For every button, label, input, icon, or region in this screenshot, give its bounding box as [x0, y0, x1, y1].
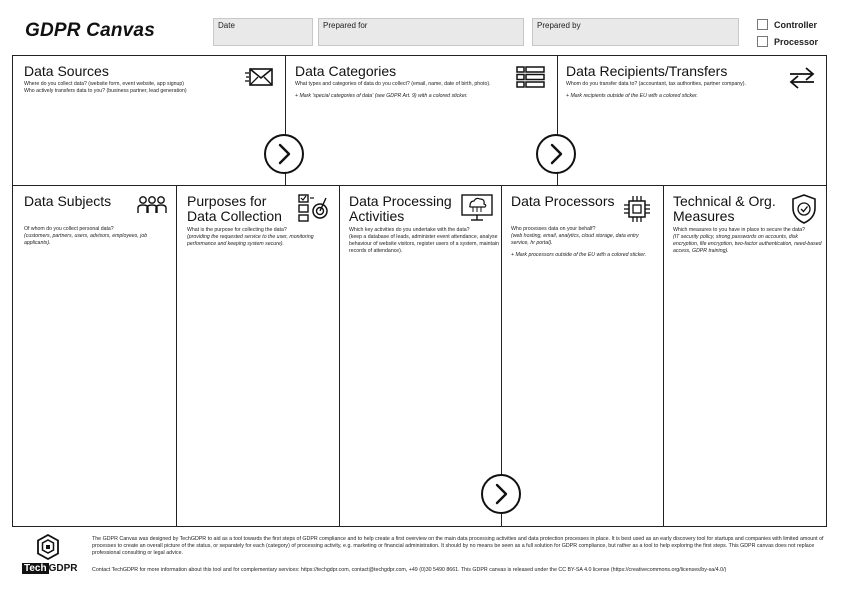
purposes-desc-2: (providing the requested service to the user, monitoring performance and keeping system secure). [187, 234, 314, 247]
purposes-desc [187, 227, 327, 248]
flow-arrow-1 [264, 134, 304, 174]
controller-checkbox[interactable] [757, 19, 768, 30]
processing-desc [349, 227, 499, 255]
divider-bottom-2 [339, 185, 340, 526]
data-categories-desc: What types and categories of data do you collect? (email, name, date of birth, photo). [295, 81, 491, 87]
data-recipients-section[interactable] [566, 64, 781, 100]
data-sources-section[interactable] [24, 64, 239, 95]
chevron-right-circle-icon [483, 476, 519, 512]
techgdpr-logo-icon [37, 534, 59, 560]
data-recipients-title: Data Recipients/Transfers [566, 63, 728, 79]
data-categories-note: + Mark 'special categories of data' (see GDPR Art. 9) with a colored sticker. [295, 93, 468, 99]
chevron-right-circle-icon [266, 136, 302, 172]
techgdpr-logo [22, 563, 78, 574]
prepared-by-field[interactable] [532, 18, 739, 46]
measures-desc-1: Which measures to you have in place to secure the data? [673, 227, 806, 233]
processing-desc-2: (keep a database of leads, administer event attendance, analyse behaviour of website visitors, register users of a system, maintain records of attendance). [349, 234, 499, 254]
target-checklist-icon [298, 194, 328, 222]
shield-check-icon [791, 194, 817, 224]
cloud-computer-icon [461, 194, 493, 222]
data-subjects-desc-2: (customers, partners, users, advisors, employees, job applicants). [24, 233, 148, 246]
processors-note: + Mark processors outside of the EU with a colored sticker. [511, 252, 647, 258]
processors-desc-1: Who processes data on your behalf? [511, 226, 596, 232]
data-subjects-desc [24, 226, 172, 247]
transfer-arrows-icon [787, 66, 817, 90]
divider-bottom-4 [663, 185, 664, 526]
people-icon [137, 194, 167, 216]
processor-label: Processor [774, 37, 819, 47]
measures-title-2: Measures [673, 208, 735, 224]
data-sources-desc [24, 81, 239, 95]
data-recipients-desc: Whom do you transfer data to? (accountant, tax authorities, partner company). [566, 81, 746, 87]
date-label: Date [218, 21, 235, 30]
processors-title: Data Processors [511, 193, 615, 209]
purposes-desc-1: What is the purpose for collecting the data? [187, 227, 287, 233]
data-categories-section[interactable] [295, 64, 510, 100]
logo-tech: Tech [24, 563, 47, 574]
canvas-title: GDPR Canvas [25, 20, 155, 41]
processor-checkbox[interactable] [757, 36, 768, 47]
footer-description: The GDPR Canvas was designed by TechGDPR to aid as a tool towards the first steps of GDPR compliance and to help create a first overview on the main data processing activities and data protection processes in place. It is best used as an early discovery tool for startups and companies with limited amount of processes to create an overall picture of the status, or separately for each (category) of processing activity, e.g. marketing or financial administration. It should by no means be seen as a full solution for GDPR compliance, but rather as a tool to help exploring the first steps. This GDPR canvas does not replace professional consulting or legal advice. [92, 536, 824, 556]
prepared-for-label: Prepared for [323, 21, 368, 30]
processors-desc-2: (web hosting, email, analytics, cloud storage, data entry service, hr portal). [511, 233, 639, 246]
data-subjects-desc-1: Of whom do you collect personal data? [24, 226, 114, 232]
data-sources-desc-2: Who actively transfers data to you? (business partner, lead generation) [24, 88, 187, 94]
chevron-right-circle-icon [538, 136, 574, 172]
flow-arrow-2 [536, 134, 576, 174]
processing-desc-1: Which key activities do you undertake with the data? [349, 227, 470, 233]
measures-title-1: Technical & Org. [673, 193, 776, 209]
purposes-title-1: Purposes for [187, 193, 267, 209]
date-field[interactable] [213, 18, 313, 46]
logo-gdpr: GDPR [48, 563, 78, 574]
flow-arrow-3 [481, 474, 521, 514]
data-subjects-title: Data Subjects [24, 193, 112, 209]
canvas-grid [12, 55, 827, 527]
envelope-icon [245, 66, 274, 88]
controller-label: Controller [774, 20, 818, 30]
chip-icon [623, 195, 651, 223]
measures-desc-2: (IT security policy, strong passwords on accounts, disk encryption, file encryption, two-factor authentication, need-based access, GDPR training). [673, 234, 822, 254]
purposes-title-2: Data Collection [187, 208, 282, 224]
data-categories-title: Data Categories [295, 63, 397, 79]
processors-desc [511, 226, 653, 247]
list-icon [516, 66, 546, 88]
prepared-by-label: Prepared by [537, 21, 581, 30]
data-sources-desc-1: Where do you collect data? (website form, event website, app signup) [24, 81, 185, 87]
data-recipients-note: + Mark recipients outside of the EU with a colored sticker. [566, 93, 699, 99]
divider-bottom-1 [176, 185, 177, 526]
data-sources-title: Data Sources [24, 63, 109, 79]
processing-title-2: Activities [349, 208, 405, 224]
divider-middle [13, 185, 826, 186]
processing-title-1: Data Processing [349, 193, 452, 209]
prepared-for-field[interactable] [318, 18, 524, 46]
measures-desc [673, 227, 823, 255]
footer-contact: Contact TechGDPR for more information about this tool and for complementary services: https://techgdpr.com, contact@techgdpr.com, +49 (0)30 5490 8661. This GDPR canvas is released under the CC BY-SA 4.0 license (https://creativecommons.org/licenses/by-sa/4.0/) [92, 567, 727, 573]
